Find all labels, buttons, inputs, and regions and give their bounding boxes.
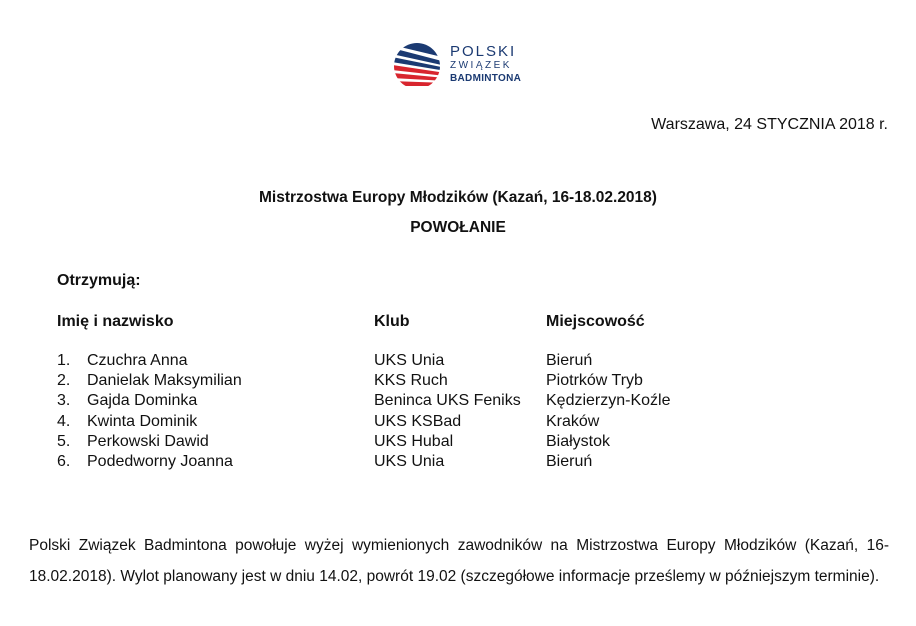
date-line: Warszawa, 24 STYCZNIA 2018 r. — [651, 116, 888, 133]
table-row — [0, 413, 916, 433]
shuttle-swoosh-icon — [392, 42, 446, 92]
athlete-city: Białystok — [546, 432, 611, 450]
table-row — [0, 372, 916, 392]
table-row — [0, 392, 916, 412]
row-number: 1. — [57, 352, 71, 369]
table-row — [0, 352, 916, 372]
logo-text-line1: POLSKI — [450, 43, 517, 60]
athlete-city: Kraków — [546, 412, 600, 430]
table-row — [0, 433, 916, 453]
table-row — [0, 453, 916, 473]
athlete-name: Czuchra Anna — [87, 352, 188, 369]
athlete-name: Podedworny Joanna — [87, 452, 233, 470]
body-paragraph: Polski Związek Badmintona powołuje wyżej wymienionych zawodników na Mistrzostwa Europy Młodzików (Kazań, 16-18.02.2018). Wylot planowany jest w dniu 14.02, powrót 19.02 (szczegółowe informacje prześlemy w późniejszym terminie). — [29, 537, 889, 585]
column-header-club: Klub — [374, 313, 410, 330]
logo-text-line3: BADMINTONA — [450, 73, 522, 84]
pzbad-logo — [392, 42, 532, 92]
athletes-list — [0, 352, 916, 473]
column-header-name: Imię i nazwisko — [57, 313, 174, 330]
athlete-club: UKS Unia — [374, 352, 445, 369]
athlete-name: Gajda Dominka — [87, 392, 198, 410]
document-subtitle: POWOŁANIE — [410, 219, 506, 236]
row-number: 5. — [57, 432, 71, 450]
logo-text-line2: ZWIĄZEK — [450, 60, 512, 71]
row-number: 3. — [57, 392, 71, 410]
athlete-club: KKS Ruch — [374, 372, 448, 390]
athlete-city: Kędzierzyn-Koźle — [546, 392, 671, 410]
athlete-name: Perkowski Dawid — [87, 432, 209, 450]
athlete-name: Kwinta Dominik — [87, 412, 198, 430]
athlete-city: Bieruń — [546, 452, 593, 470]
athlete-city: Piotrków Tryb — [546, 372, 643, 390]
row-number: 4. — [57, 412, 71, 430]
row-number: 6. — [57, 452, 71, 470]
athlete-club: UKS Unia — [374, 452, 445, 470]
recipients-label: Otrzymują: — [57, 272, 141, 289]
athlete-name: Danielak Maksymilian — [87, 372, 242, 390]
column-header-city: Miejscowość — [546, 313, 645, 330]
document-title: Mistrzostwa Europy Młodzików (Kazań, 16-18.02.2018) — [259, 189, 657, 206]
athlete-club: Beninca UKS Feniks — [374, 392, 521, 410]
athlete-club: UKS KSBad — [374, 412, 462, 430]
row-number: 2. — [57, 372, 71, 390]
athlete-club: UKS Hubal — [374, 432, 454, 450]
athlete-city: Bieruń — [546, 352, 593, 369]
